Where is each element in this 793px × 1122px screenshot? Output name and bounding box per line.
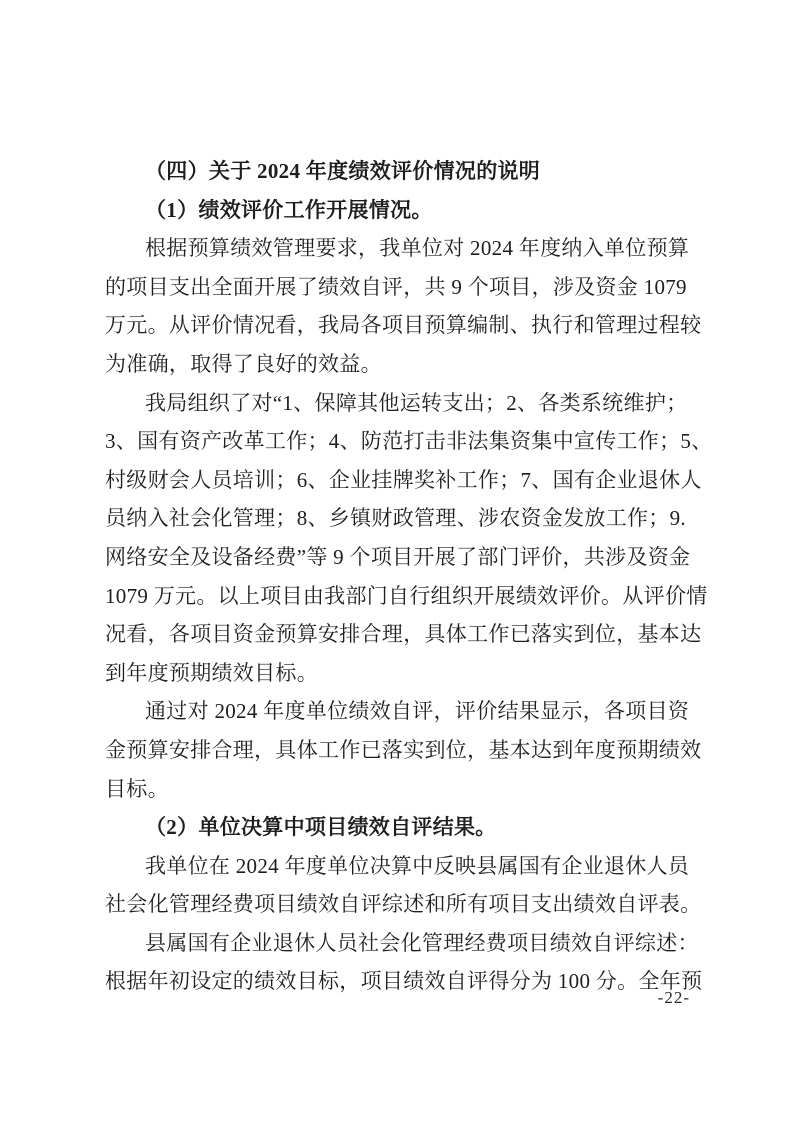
text-line: 通过对 2024 年度单位绩效自评，评价结果显示，各项目资 bbox=[145, 699, 690, 724]
text-line: 我单位在 2024 年度单位决算中反映县属国有企业退休人员 bbox=[145, 853, 690, 878]
text-line: 的项目支出全面开展了绩效自评，共 9 个项目，涉及资金 1079 bbox=[105, 274, 687, 299]
text-line: 员纳入社会化管理；8、乡镇财政管理、涉农资金发放工作；9. bbox=[105, 506, 686, 531]
text-line: 到年度预期绩效目标。 bbox=[105, 660, 318, 685]
text-line: 1079 万元。以上项目由我部门自行组织开展绩效评价。从评价情 bbox=[105, 583, 708, 608]
text-line: 金预算安排合理，具体工作已落实到位，基本达到年度预期绩效 bbox=[105, 737, 702, 762]
heading-line: （2）单位决算中项目绩效自评结果。 bbox=[145, 815, 497, 840]
text-line: 县属国有企业退休人员社会化管理经费项目绩效自评综述： bbox=[145, 930, 699, 955]
text-line: 根据年初设定的绩效目标，项目绩效自评得分为 100 分。全年预 bbox=[105, 969, 703, 994]
heading-line: （四）关于 2024 年度绩效评价情况的说明 bbox=[145, 159, 541, 183]
text-line: 目标。 bbox=[105, 776, 169, 801]
text-line: 社会化管理经费项目绩效自评综述和所有项目支出绩效自评表。 bbox=[105, 892, 702, 917]
text-line: 况看，各项目资金预算安排合理，具体工作已落实到位，基本达 bbox=[105, 622, 702, 647]
text-line: 我局组织了对“1、保障其他运转支出；2、各类系统维护； bbox=[145, 390, 688, 415]
text-line: 3、国有资产改革工作；4、防范打击非法集资集中宣传工作；5、 bbox=[105, 429, 713, 454]
text-line: 根据预算绩效管理要求，我单位对 2024 年度纳入单位预算 bbox=[145, 236, 690, 261]
heading-line: （1）绩效评价工作开展情况。 bbox=[145, 197, 433, 222]
page-number: -22- bbox=[657, 988, 690, 1007]
text-line: 村级财会人员培训；6、企业挂牌奖补工作；7、国有企业退休人 bbox=[105, 467, 702, 492]
document-content bbox=[105, 152, 713, 1001]
text-line: 为准确，取得了良好的效益。 bbox=[105, 351, 382, 376]
text-line: 网络安全及设备经费”等 9 个项目开展了部门评价，共涉及资金 bbox=[105, 544, 691, 569]
text-line: 万元。从评价情况看，我局各项目预算编制、执行和管理过程较 bbox=[105, 313, 702, 338]
